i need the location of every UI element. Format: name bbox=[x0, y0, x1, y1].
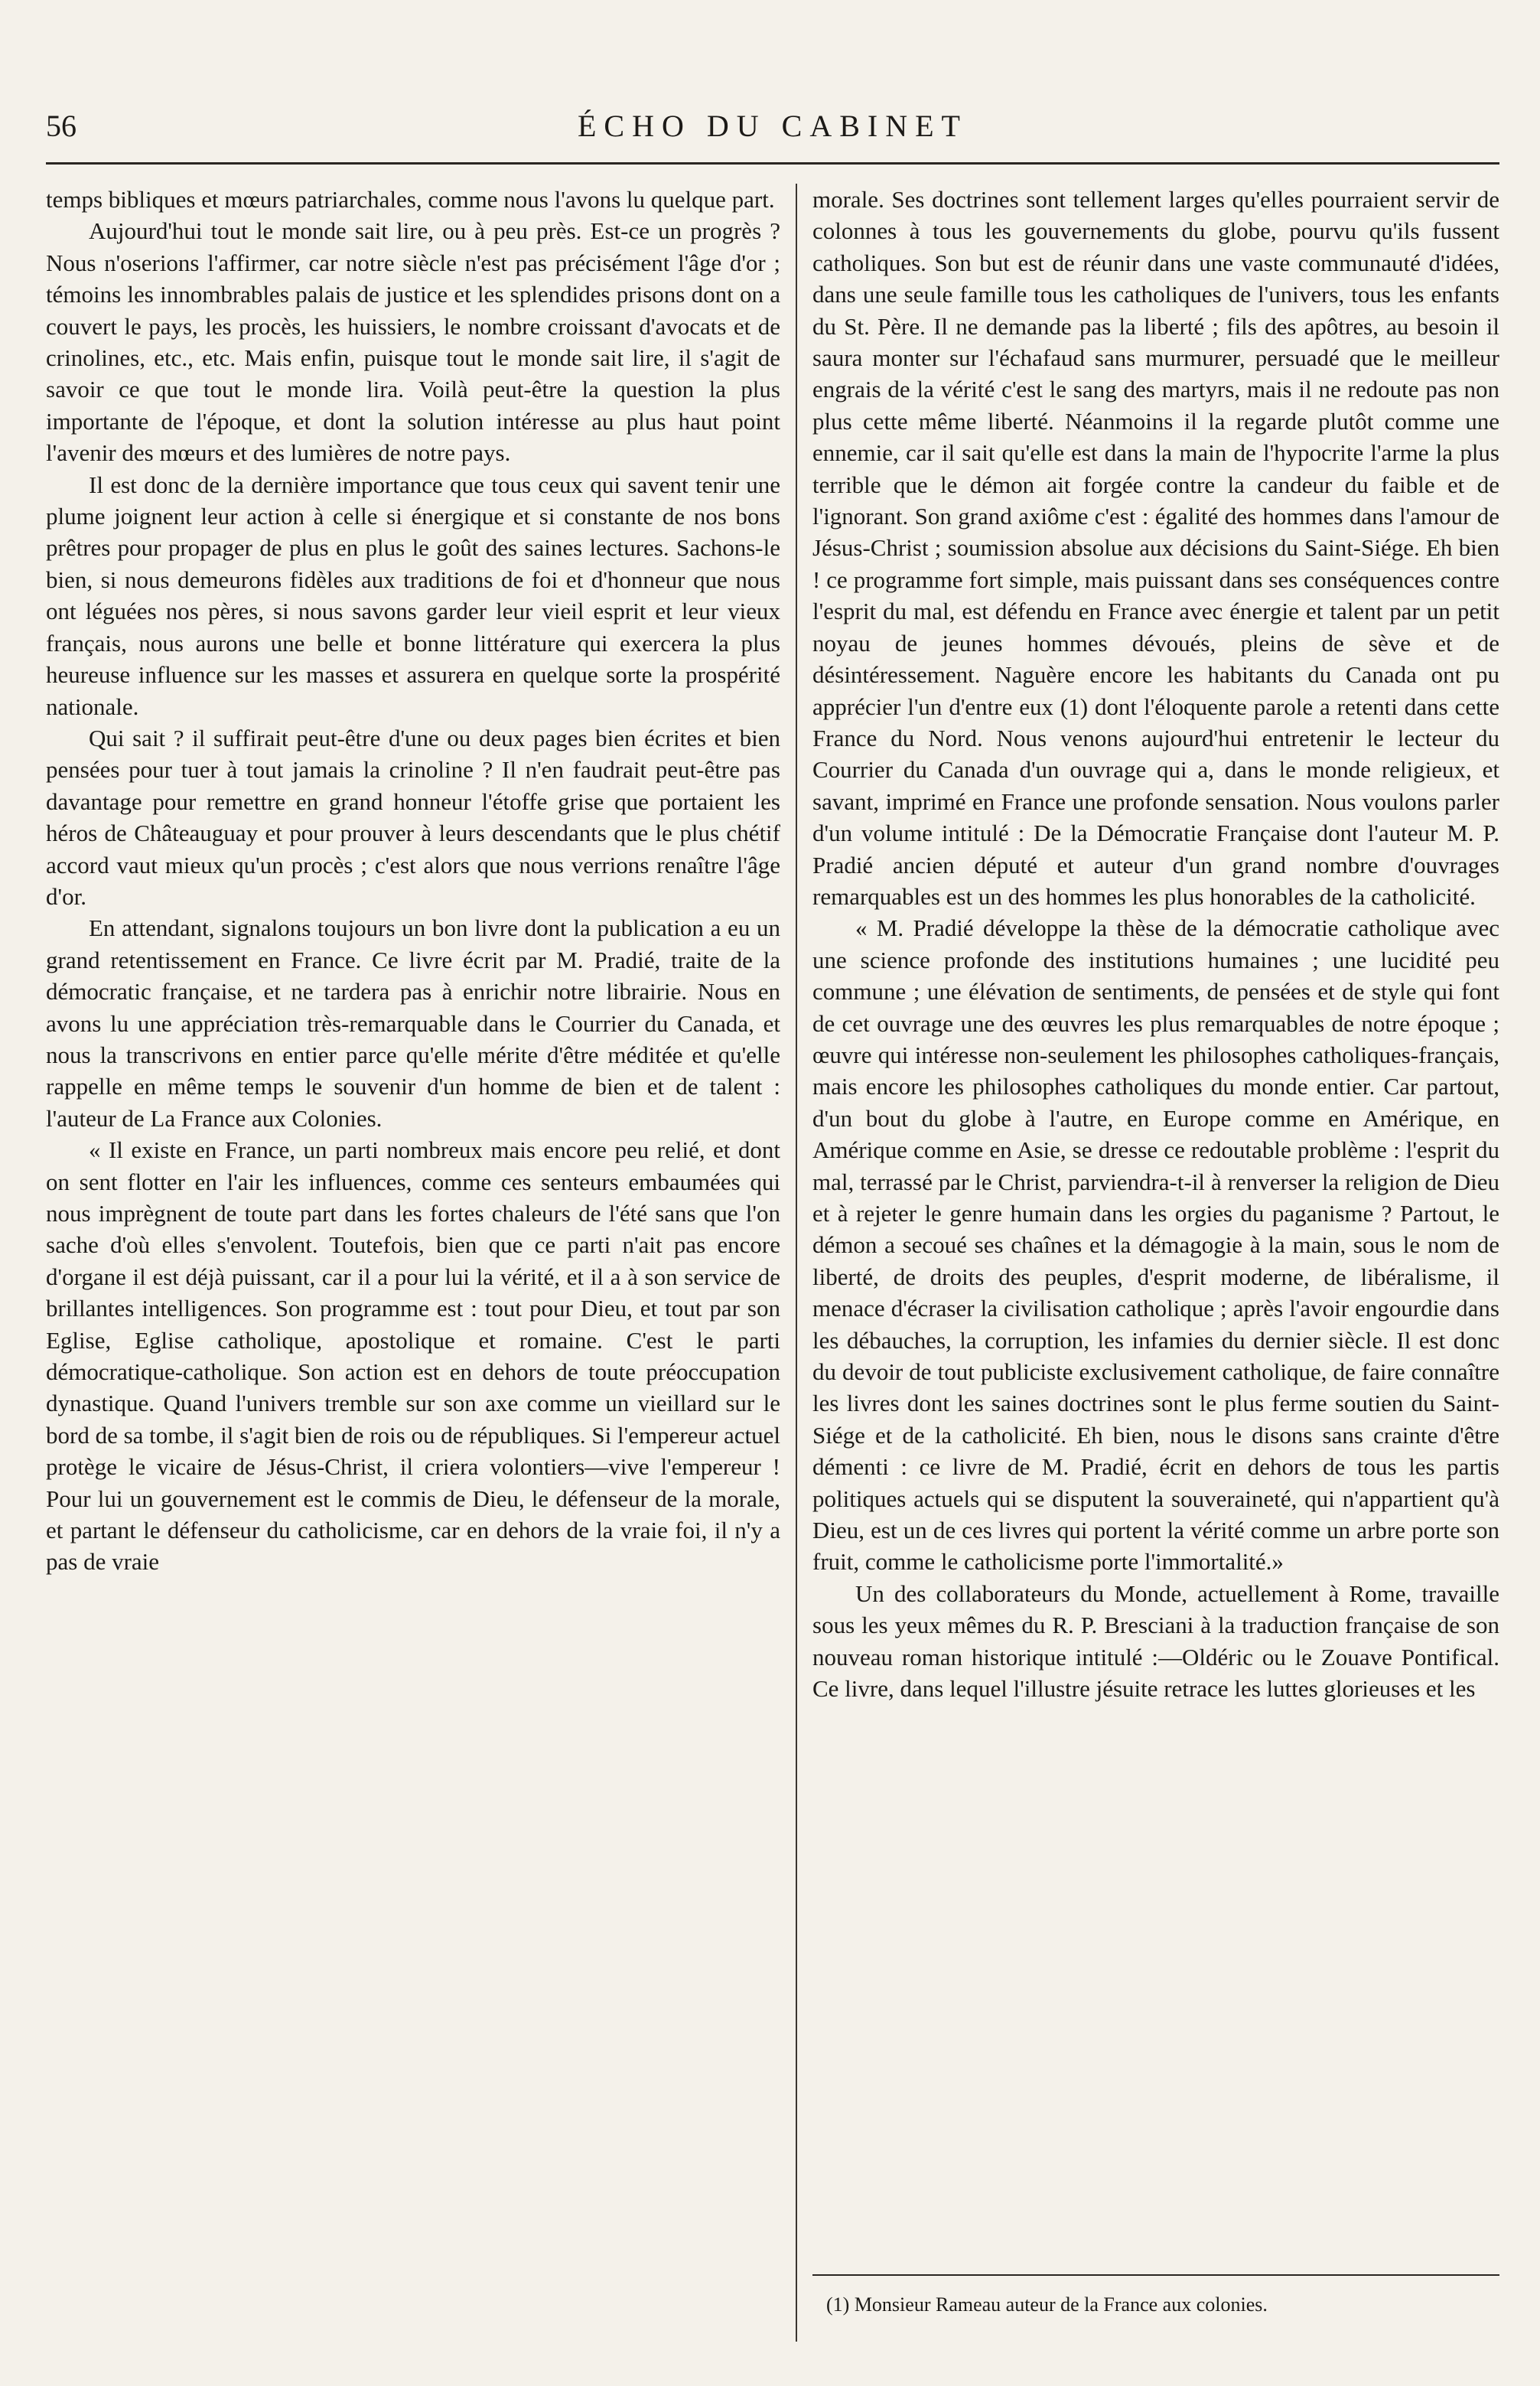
paragraph: morale. Ses doctrines sont tellement larges qu'elles pourraient servir de colonnes à tous les gouvernements du globe, pourvu qu'ils fussent catholiques. Son but est de réunir dans une vaste communauté d'idées, dans une seule famille tous les catholiques de l'univers, tous les enfants du St. Père. Il ne demande pas la liberté ; fils des apôtres, au besoin il saura monter sur l'échafaud sans murmurer, persuadé que le meilleur engrais de la vérité c'est le sang des martyrs, mais il ne redoute pas non plus cette même liberté. Néanmoins il la regarde plutôt comme une ennemie, car il sait qu'elle est dans la main de l'hypocrite l'arme la plus terrible que le démon ait forgée contre la candeur du faible et de l'ignorant. Son grand axiôme c'est : égalité des hommes dans l'amour de Jésus-Christ ; soumission absolue aux décisions du Saint-Siége. Eh bien ! ce programme fort simple, mais puissant dans ses conséquences contre l'esprit du mal, est défendu en France avec énergie et talent par un petit noyau de jeunes hommes dévoués, pleins de sève et de désintéressement. Naguère encore les habitants du Canada ont pu apprécier l'un d'entre eux (1) dont l'éloquente parole a retenti dans cette France du Nord. Nous venons aujourd'hui entretenir le lecteur du Courrier du Canada d'un ouvrage qui a, dans le monde religieux, et savant, imprimé en France une profonde sensation. Nous voulons parler d'un volume intitulé : De la Démocratie Française dont l'auteur M. P. Pradié ancien député et auteur d'un grand nombre d'ouvrages remarquables est un des hommes les plus honorables de la catholicité. bbox=[812, 186, 1499, 910]
paragraph: « M. Pradié développe la thèse de la démocratie catholique avec une science profonde des institutions humaines ; une lucidité peu commune ; une élévation de sentiments, de pensées et de style qui font de cet ouvrage une des œuvres les plus remarquables de notre époque ; œuvre qui intéresse non-seulement les philosophes catholiques-français, mais encore les philosophes catholiques du monde entier. Car partout, d'un bout du globe à l'autre, en Europe comme en Amérique, en Amérique comme en Asie, se dresse ce redoutable problème : l'esprit du mal, terrassé par le Christ, parviendra-t-il à renverser la religion de Dieu et à rejeter le genre humain dans les orgies du paganisme ? Partout, le démon a secoué ses chaînes et la démagogie à la main, sous le nom de liberté, de droits des peuples, d'esprit moderne, de libéralisme, il menace d'écraser la civilisation catholique ; après l'avoir engourdie dans les débauches, la corruption, les infamies du dernier siècle. Il est donc du devoir de tout publiciste exclusivement catholique, de faire connaître les livres dont les saines doctrines sont le plus ferme soutien du Saint-Siége et de la catholicité. Eh bien, nous le disons sans crainte d'être démenti : ce livre de M. Pradié, écrit en dehors de tous les partis politiques actuels qui se disputent la souveraineté, qui n'appartient qu'à Dieu, est un de ces livres qui portent la vérité comme un arbre porte son fruit, comme le catholicisme porte l'immortalité.» bbox=[812, 914, 1499, 1576]
paragraph: « Il existe en France, un parti nombreux mais encore peu relié, et dont on sent flotter en l'air les influences, comme ces senteurs embaumées qui nous imprègnent de toute part dans les fortes chaleurs de l'été sans que l'on sache d'où elles s'envolent. Toutefois, bien que ce parti n'ait pas encore d'organe il est déjà puissant, car il a pour lui la vérité, et il a à son service de brillantes intelligences. Son programme est : tout pour Dieu, et tout par son Eglise, Eglise catholique, apostolique et romaine. C'est le parti démocratique-catholique. Son action est en dehors de toute préoccupation dynastique. Quand l'univers tremble sur son axe comme un vieillard sur le bord de sa tombe, il s'agit bien de rois ou de républiques. Si l'empereur actuel protège le vicaire de Jésus-Christ, il criera volontiers—vive l'empereur ! Pour lui un gouvernement est le commis de Dieu, le défenseur de la morale, et partant le défenseur du catholicisme, car en dehors de la vraie foi, il n'y a pas de vraie bbox=[46, 1136, 780, 1576]
running-title: ÉCHO DU CABINET bbox=[578, 109, 968, 143]
header-rule bbox=[46, 162, 1499, 165]
page-number: 56 bbox=[46, 109, 77, 143]
paragraph: Un des collaborateurs du Monde, actuellement à Rome, travaille sous les yeux mêmes du R. P. Bresciani à la traduction française de son nouveau roman historique intitulé :—Oldéric ou le Zouave Pontifical. Ce livre, dans lequel l'illustre jésuite retrace les luttes glorieuses et les bbox=[812, 1579, 1499, 1703]
column-divider bbox=[796, 184, 797, 2342]
footnote-rule bbox=[812, 2274, 1499, 2276]
left-column bbox=[46, 184, 780, 1578]
paragraph: temps bibliques et mœurs patriarchales, comme nous l'avons lu quelque part. bbox=[46, 186, 775, 213]
footnote: (1) Monsieur Rameau auteur de la France aux colonies. bbox=[826, 2293, 1268, 2316]
paragraph: En attendant, signalons toujours un bon livre dont la publication a eu un grand retentissement en France. Ce livre écrit par M. Pradié, traite de la démocratic française, et ne tardera pas à enrichir notre librairie. Nous en avons lu une appréciation très-remarquable dans le Courrier du Canada, et nous la transcrivons en entier parce qu'elle mérite d'être méditée et qu'elle rappelle en même temps le souvenir d'un homme de bien et de talent : l'auteur de La France aux Colonies. bbox=[46, 914, 780, 1132]
right-column bbox=[812, 184, 1499, 1705]
paragraph: Qui sait ? il suffirait peut-être d'une ou deux pages bien écrites et bien pensées pour tuer à tout jamais la crinoline ? Il n'en faudrait peut-être pas davantage pour remettre en grand honneur l'étoffe grise que portaient les héros de Châteauguay et pour prouver à leurs descendants que le plus chétif accord vaut mieux qu'un procès ; c'est alors que nous verrions renaître l'âge d'or. bbox=[46, 724, 780, 910]
paragraph: Aujourd'hui tout le monde sait lire, ou à peu près. Est-ce un progrès ? Nous n'oserions l'affirmer, car notre siècle n'est pas précisément l'âge d'or ; témoins les innombrables palais de justice et les splendides prisons dont on a couvert le pays, les procès, les huissiers, le nombre croissant d'avocats et de crinolines, etc., etc. Mais enfin, puisque tout le monde sait lire, il s'agit de savoir ce que tout le monde lira. Voilà peut-être la question la plus importante de l'époque, et dont la solution intéresse au plus haut point l'avenir des mœurs et des lumières de notre pays. bbox=[46, 217, 780, 467]
page-header bbox=[46, 107, 1499, 153]
paragraph: Il est donc de la dernière importance que tous ceux qui savent tenir une plume joignent leur action à celle si énergique et si constante de nos bons prêtres pour propager de plus en plus le goût des saines lectures. Sachons-le bien, si nous demeurons fidèles aux traditions de foi et d'honneur que nous ont léguées nos pères, si nous savons garder leur vieil esprit et leur vieux français, nous aurons une belle et bonne littérature qui exercera la plus heureuse influence sur les masses et assurera en quelque sorte la prospérité nationale. bbox=[46, 471, 780, 720]
